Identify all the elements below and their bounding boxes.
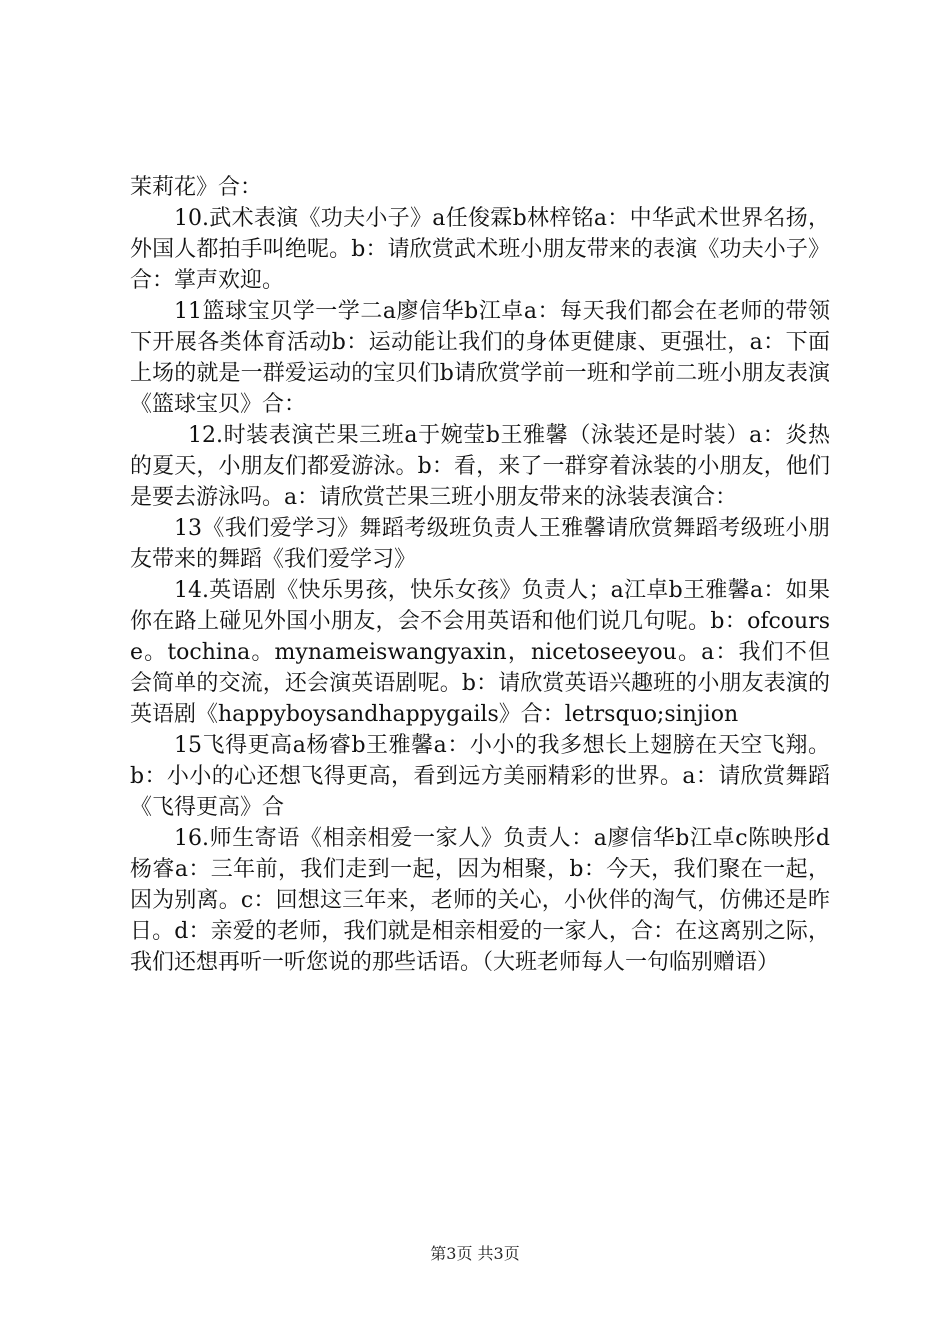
paragraph-5: 13《我们爱学习》舞蹈考级班负责人王雅馨请欣赏舞蹈考级班小朋友带来的舞蹈《我们爱学习》 bbox=[130, 516, 830, 572]
paragraph-1: 茉莉花》合： bbox=[130, 175, 263, 200]
paragraph-7: 15飞得更高a杨睿b王雅馨a：小小的我多想长上翅膀在天空飞翔。b：小小的心还想飞得更高，看到远方美丽精彩的世界。a：请欣赏舞蹈《飞得更高》合 bbox=[130, 733, 830, 820]
paragraph-4: 12.时装表演芒果三班a于婉莹b王雅馨（泳装还是时装）a：炎热的夏天，小朋友们都爱游泳。b：看，来了一群穿着泳装的小朋友，他们是要去游泳吗。a：请欣赏芒果三班小朋友带来的泳装表演合： bbox=[130, 423, 830, 510]
paragraph-3: 11篮球宝贝学一学二a廖信华b江卓a：每天我们都会在老师的带领下开展各类体育活动b：运动能让我们的身体更健康、更强壮，a：下面上场的就是一群爱运动的宝贝们b请欣赏学前一班和学前二班小朋友表演《篮球宝贝》合： bbox=[130, 299, 830, 417]
paragraph-8: 16.师生寄语《相亲相爱一家人》负责人：a廖信华b江卓c陈映彤d杨睿a：三年前，我们走到一起，因为相聚，b：今天，我们聚在一起，因为别离。c：回想这三年来，老师的关心，小伙伴的淘气，仿佛还是昨日。d：亲爱的老师，我们就是相亲相爱的一家人，合：在这离别之际，我们还想再听一听您说的那些话语。（大班老师每人一句临别赠语） bbox=[130, 826, 830, 975]
paragraph-2: 10.武术表演《功夫小子》a任俊霖b林梓铭a：中华武术世界名扬，外国人都拍手叫绝呢。b：请欣赏武术班小朋友带来的表演《功夫小子》合：掌声欢迎。 bbox=[130, 206, 830, 293]
paragraph-6: 14.英语剧《快乐男孩，快乐女孩》负责人；a江卓b王雅馨a：如果你在路上碰见外国小朋友，会不会用英语和他们说几句呢。b：ofcourse。tochina。mynameiswangyaxin，nicetoseeyou。a：我们不但会简单的交流，还会演英语剧呢。b：请欣赏英语兴趣班的小朋友表演的英语剧《happyboysandhappygails》合：letrsquo;sinjion bbox=[130, 578, 830, 727]
page-number: 第3页 共3页 bbox=[430, 1244, 520, 1263]
page-footer bbox=[0, 1243, 950, 1265]
document-body bbox=[130, 172, 830, 978]
